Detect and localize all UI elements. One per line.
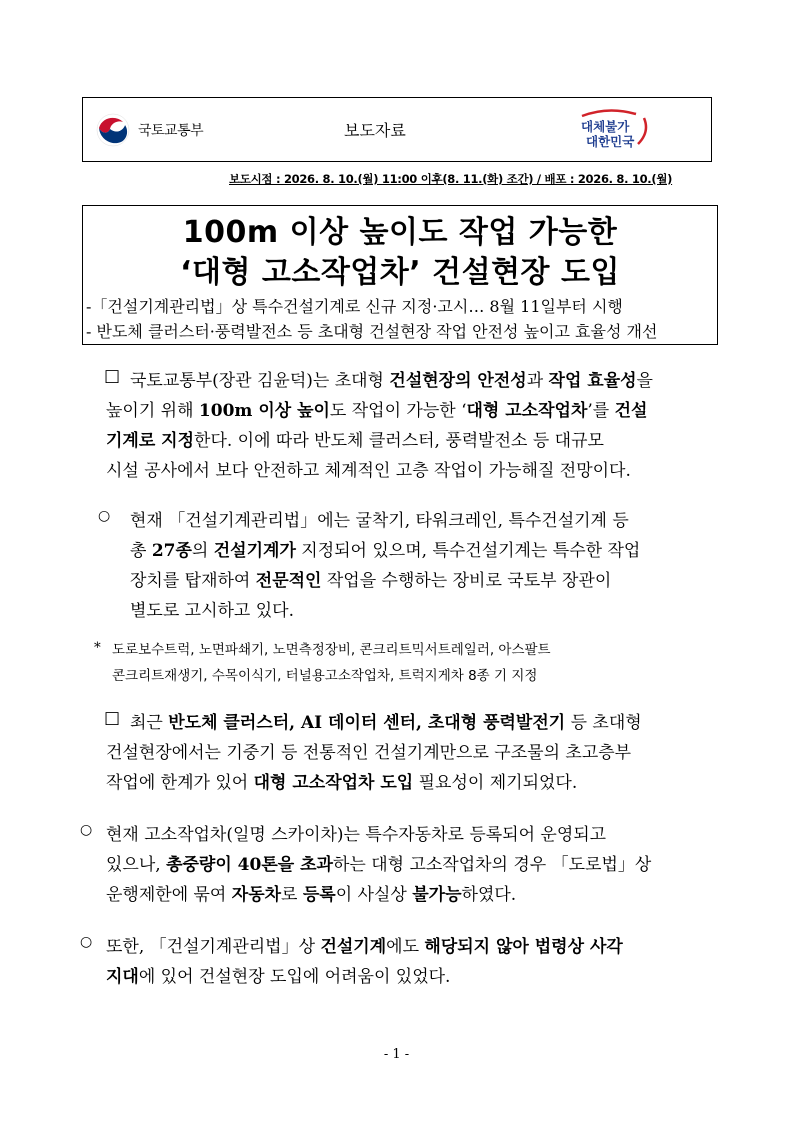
government-emblem-icon (96, 113, 130, 147)
subheadline-line-1: -「건설기계관리법」상 특수건설기계로 신규 지정·고시… 8월 11일부터 시행 (86, 297, 623, 316)
circle-bullet: ○ (80, 822, 93, 838)
circle-bullet: ○ (98, 508, 111, 524)
svg-text:대체불가: 대체불가 (581, 119, 630, 134)
paragraph-1-line-4: 시설 공사에서 보다 안전하고 체계적인 고층 작업이 가능해질 전망이다. (106, 461, 631, 481)
paragraph-4-line-2: 있으나, 총중량이 40톤을 초과하는 대형 고소작업차의 경우 「도로법」상 (106, 855, 652, 875)
paragraph-2-line-2: 총 27종의 건설기계가 지정되어 있으며, 특수건설기계는 특수한 작업 (130, 541, 641, 561)
paragraph-3-line-1: 최근 반도체 클러스터, AI 데이터 센터, 초대형 풍력발전기 등 초대형 (130, 713, 642, 733)
paragraph-4-line-1: 현재 고소작업차(일명 스카이차)는 특수자동차로 등록되어 운영되고 (106, 825, 607, 845)
slogan-logo (578, 108, 652, 152)
paragraph-1-line-3: 기계로 지정한다. 이에 따라 반도체 클러스터, 풍력발전소 등 대규모 (106, 431, 604, 451)
paragraph-5-line-1: 또한, 「건설기계관리법」상 건설기계에도 해당되지 않아 법령상 사각 (106, 937, 623, 957)
ministry-name: 국토교통부 (138, 123, 204, 139)
headline-line-2: ‘대형 고소작업차’ 건설현장 도입 (180, 255, 620, 290)
box-bullet: □ (104, 708, 121, 728)
document-type-label: 보도자료 (344, 121, 406, 140)
asterisk-note-marker: * (94, 640, 101, 656)
paragraph-4-line-3: 운행제한에 묶여 자동차로 등록이 사실상 불가능하였다. (106, 885, 517, 905)
box-bullet: □ (104, 366, 121, 386)
circle-bullet: ○ (80, 934, 93, 950)
paragraph-2-line-4: 별도로 고시하고 있다. (130, 601, 295, 621)
paragraph-2-line-3: 장치를 탑재하여 전문적인 작업을 수행하는 장비로 국토부 장관이 (130, 571, 612, 591)
note-line-1: 도로보수트럭, 노면파쇄기, 노면측정장비, 콘크리트믹서트레일러, 아스팔트 (112, 642, 551, 658)
svg-text:대한민국: 대한민국 (586, 134, 635, 149)
page-number: - 1 - (383, 1047, 410, 1062)
paragraph-2-line-1: 현재 「건설기계관리법」에는 굴착기, 타워크레인, 특수건설기계 등 (130, 511, 629, 531)
embargo-notice: 보도시점 : 2026. 8. 10.(월) 11:00 이후(8. 11.(화) 조간) / 배포 : 2026. 8. 10.(월) (229, 172, 673, 186)
headline-line-1: 100m 이상 높이도 작업 가능한 (182, 215, 618, 250)
paragraph-1-line-2: 높이기 위해 100m 이상 높이도 작업이 가능한 ‘대형 고소작업차’를 건설 (106, 401, 648, 421)
paragraph-3-line-3: 작업에 한계가 있어 대형 고소작업차 도입 필요성이 제기되었다. (106, 773, 578, 793)
paragraph-1-line-1: 국토교통부(장관 김윤덕)는 초대형 건설현장의 안전성과 작업 효율성을 (130, 371, 653, 391)
paragraph-5-line-2: 지대에 있어 건설현장 도입에 어려움이 있었다. (106, 967, 451, 987)
paragraph-3-line-2: 건설현장에서는 기중기 등 전통적인 건설기계만으로 구조물의 초고층부 (106, 743, 632, 763)
note-line-2: 콘크리트재생기, 수목이식기, 터널용고소작업차, 트럭지게차 8종 기 지정 (112, 668, 538, 684)
subheadline-line-2: - 반도체 클러스터·풍력발전소 등 초대형 건설현장 작업 안전성 높이고 효율성 개선 (86, 322, 658, 341)
